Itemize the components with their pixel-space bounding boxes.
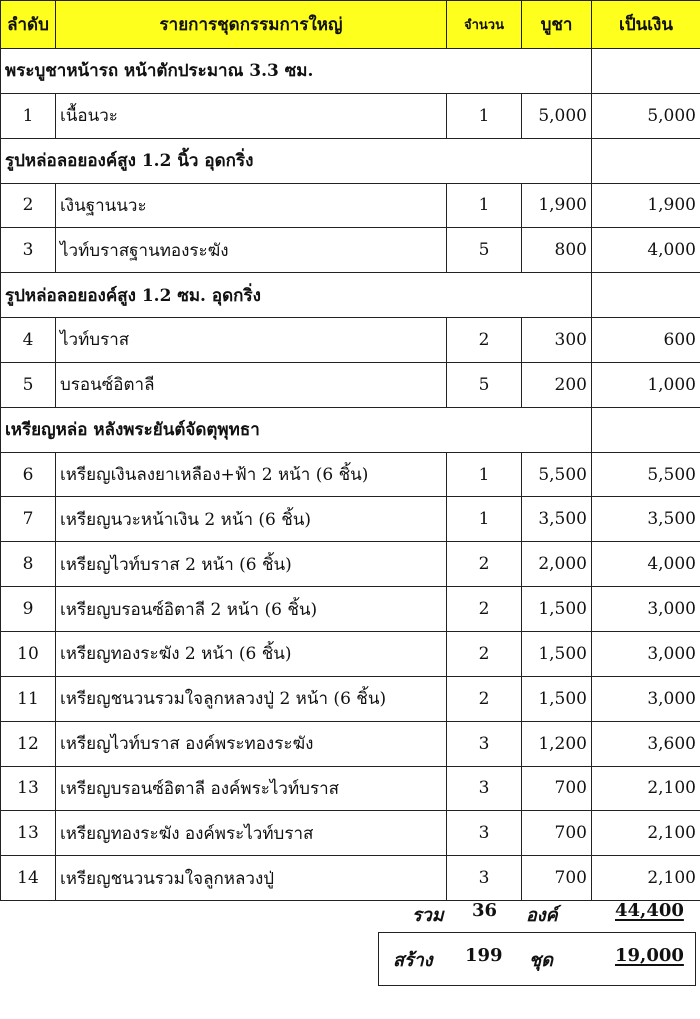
build-qty: 199 <box>465 945 503 966</box>
table-row <box>1 766 700 811</box>
table-row <box>1 587 700 632</box>
cell-price: 800 <box>522 228 592 273</box>
header-no: ลำดับ <box>1 1 56 49</box>
table-row <box>1 93 700 138</box>
cell-no: 1 <box>1 93 56 138</box>
cell-qty: 2 <box>447 676 522 721</box>
cell-item: เหรียญไวท์บราส 2 หน้า (6 ชิ้น) <box>56 542 447 587</box>
section-title: พระบูชาหน้ารถ หน้าตักประมาณ 3.3 ซม. <box>1 49 592 94</box>
cell-amount: 2,100 <box>592 811 700 856</box>
cell-amount: 4,000 <box>592 542 700 587</box>
cell-amount: 5,000 <box>592 93 700 138</box>
section-row <box>1 407 700 452</box>
cell-qty: 3 <box>447 721 522 766</box>
cell-price: 300 <box>522 318 592 363</box>
build-summary-box <box>378 932 696 986</box>
table-row <box>1 452 700 497</box>
cell-item: ไวท์บราสฐานทองระฆัง <box>56 228 447 273</box>
empty-cell <box>592 49 700 94</box>
cell-item: บรอนซ์อิตาลี <box>56 362 447 407</box>
cell-no: 2 <box>1 183 56 228</box>
cell-qty: 3 <box>447 766 522 811</box>
cell-item: เหรียญบรอนซ์อิตาลี องค์พระไวท์บราส <box>56 766 447 811</box>
empty-cell <box>592 138 700 183</box>
cell-item: เหรียญทองระฆัง องค์พระไวท์บราส <box>56 811 447 856</box>
cell-qty: 1 <box>447 93 522 138</box>
cell-no: 13 <box>1 766 56 811</box>
cell-price: 2,000 <box>522 542 592 587</box>
table-row <box>1 318 700 363</box>
cell-item: ไวท์บราส <box>56 318 447 363</box>
cell-no: 6 <box>1 452 56 497</box>
cell-amount: 5,500 <box>592 452 700 497</box>
section-row <box>1 138 700 183</box>
cell-amount: 4,000 <box>592 228 700 273</box>
cell-no: 13 <box>1 811 56 856</box>
cell-no: 7 <box>1 497 56 542</box>
total-amount: 44,400 <box>615 900 684 921</box>
cell-amount: 2,100 <box>592 766 700 811</box>
cell-qty: 3 <box>447 856 522 901</box>
empty-cell <box>592 407 700 452</box>
cell-qty: 5 <box>447 228 522 273</box>
cell-price: 1,200 <box>522 721 592 766</box>
header-qty: จำนวน <box>447 1 522 49</box>
total-label: รวม <box>412 905 444 926</box>
cell-item: เหรียญทองระฆัง 2 หน้า (6 ชิ้น) <box>56 631 447 676</box>
cell-no: 8 <box>1 542 56 587</box>
cell-amount: 1,900 <box>592 183 700 228</box>
cell-no: 9 <box>1 587 56 632</box>
cell-price: 1,500 <box>522 676 592 721</box>
cell-item: เหรียญไวท์บราส องค์พระทองระฆัง <box>56 721 447 766</box>
build-amount: 19,000 <box>615 945 684 966</box>
cell-qty: 1 <box>447 183 522 228</box>
cell-item: เหรียญชนวนรวมใจลูกหลวงปู่ 2 หน้า (6 ชิ้น) <box>56 676 447 721</box>
cell-price: 200 <box>522 362 592 407</box>
total-qty: 36 <box>472 900 498 921</box>
cell-amount: 3,500 <box>592 497 700 542</box>
table-row <box>1 497 700 542</box>
total-row <box>360 900 700 930</box>
header-item: รายการชุดกรรมการใหญ่ <box>56 1 447 49</box>
cell-amount: 3,000 <box>592 676 700 721</box>
cell-amount: 2,100 <box>592 856 700 901</box>
table-row <box>1 676 700 721</box>
cell-price: 5,500 <box>522 452 592 497</box>
cell-no: 10 <box>1 631 56 676</box>
cell-no: 11 <box>1 676 56 721</box>
cell-no: 3 <box>1 228 56 273</box>
cell-qty: 2 <box>447 631 522 676</box>
section-row <box>1 273 700 318</box>
total-unit: องค์ <box>526 905 558 926</box>
cell-amount: 3,000 <box>592 631 700 676</box>
cell-no: 14 <box>1 856 56 901</box>
build-label: สร้าง <box>393 950 433 971</box>
cell-price: 5,000 <box>522 93 592 138</box>
section-title: รูปหล่อลอยองค์สูง 1.2 นิ้ว อุดกริ่ง <box>1 138 592 183</box>
cell-no: 4 <box>1 318 56 363</box>
cell-qty: 2 <box>447 587 522 632</box>
table-row <box>1 721 700 766</box>
table-body <box>1 49 700 901</box>
section-title: เหรียญหล่อ หลังพระยันต์จัดตุพุทธา <box>1 407 592 452</box>
cell-qty: 3 <box>447 811 522 856</box>
cell-amount: 3,000 <box>592 587 700 632</box>
table-row <box>1 856 700 901</box>
cell-qty: 5 <box>447 362 522 407</box>
cell-no: 12 <box>1 721 56 766</box>
cell-price: 700 <box>522 811 592 856</box>
section-row <box>1 49 700 94</box>
cell-item: เหรียญชนวนรวมใจลูกหลวงปู่ <box>56 856 447 901</box>
table-row <box>1 811 700 856</box>
table-header-row <box>1 1 700 49</box>
cell-price: 3,500 <box>522 497 592 542</box>
cell-price: 1,500 <box>522 631 592 676</box>
table-row <box>1 631 700 676</box>
cell-item: เหรียญนวะหน้าเงิน 2 หน้า (6 ชิ้น) <box>56 497 447 542</box>
cell-price: 700 <box>522 856 592 901</box>
cell-item: เหรียญเงินลงยาเหลือง+ฟ้า 2 หน้า (6 ชิ้น) <box>56 452 447 497</box>
cell-amount: 1,000 <box>592 362 700 407</box>
empty-cell <box>592 273 700 318</box>
header-amount: เป็นเงิน <box>592 1 700 49</box>
cell-amount: 3,600 <box>592 721 700 766</box>
cell-item: เหรียญบรอนซ์อิตาลี 2 หน้า (6 ชิ้น) <box>56 587 447 632</box>
cell-amount: 600 <box>592 318 700 363</box>
build-row <box>379 945 697 975</box>
cell-item: เนื้อนวะ <box>56 93 447 138</box>
cell-price: 1,900 <box>522 183 592 228</box>
cell-qty: 1 <box>447 497 522 542</box>
build-unit: ชุด <box>529 950 553 971</box>
table-row <box>1 542 700 587</box>
table-row <box>1 228 700 273</box>
cell-price: 1,500 <box>522 587 592 632</box>
cell-price: 700 <box>522 766 592 811</box>
cell-qty: 2 <box>447 318 522 363</box>
cell-qty: 2 <box>447 542 522 587</box>
cell-qty: 1 <box>447 452 522 497</box>
table-row <box>1 183 700 228</box>
header-price: บูชา <box>522 1 592 49</box>
section-title: รูปหล่อลอยองค์สูง 1.2 ซม. อุดกริ่ง <box>1 273 592 318</box>
cell-item: เงินฐานนวะ <box>56 183 447 228</box>
cell-no: 5 <box>1 362 56 407</box>
table-row <box>1 362 700 407</box>
